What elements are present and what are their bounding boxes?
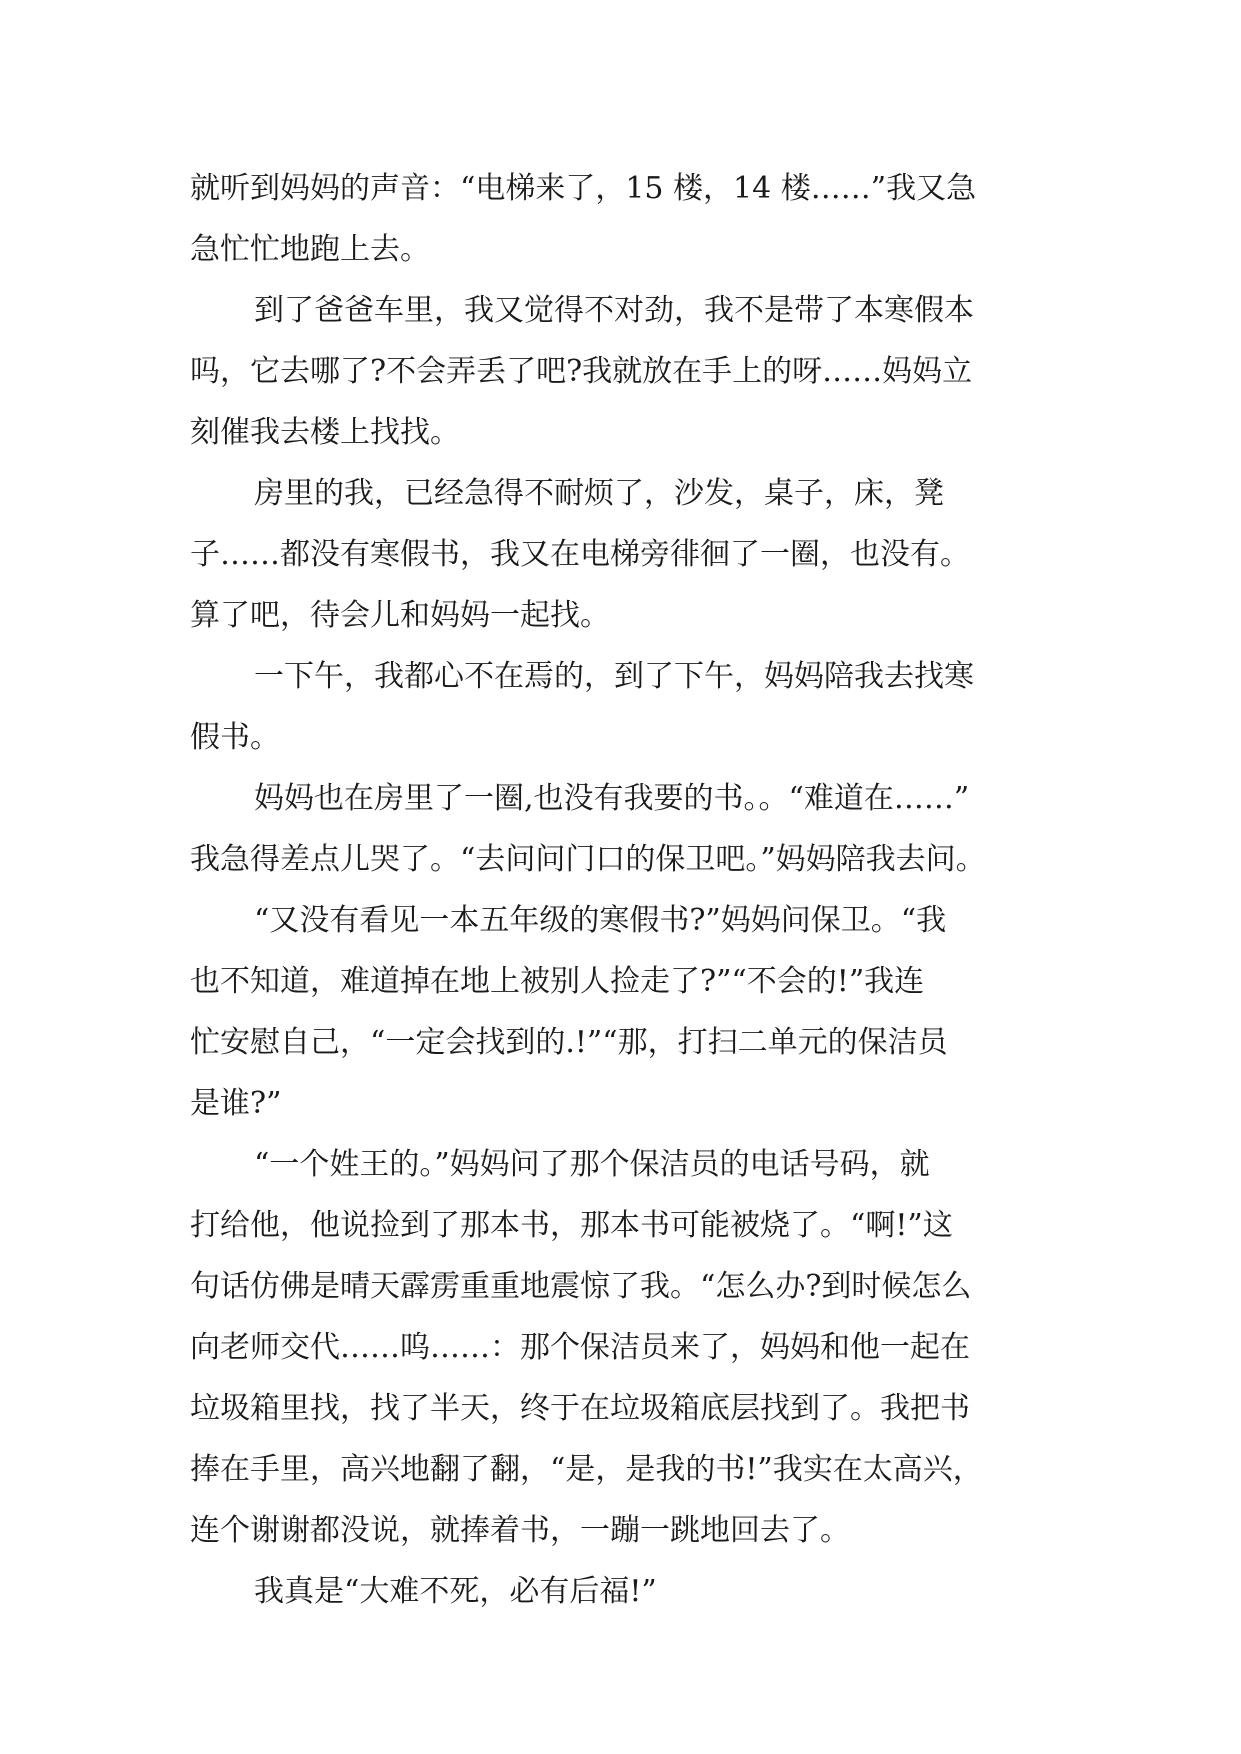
- text-line: 急忙忙地跑上去。: [190, 232, 430, 267]
- text-line: 句话仿佛是晴天霹雳重重地震惊了我。“怎么办?到时候怎么: [190, 1269, 972, 1304]
- text-line: 到了爸爸车里，我又觉得不对劲，我不是带了本寒假本: [254, 293, 974, 328]
- text-line: 我急得差点儿哭了。“去问问门口的保卫吧。”妈妈陪我去问。: [190, 842, 986, 877]
- text-line: 妈妈也在房里了一圈,也没有我要的书。。“难道在……”: [254, 781, 970, 816]
- text-line: 假书。: [190, 720, 280, 755]
- text-line: 就听到妈妈的声音：“电梯来了，15 楼，14 楼……”我又急: [190, 171, 977, 206]
- text-line: “一个姓王的。”妈妈问了那个保洁员的电话号码，就: [254, 1147, 930, 1182]
- text-line: 房里的我，已经急得不耐烦了，沙发，桌子，床，凳: [254, 476, 944, 511]
- text-line: 捧在手里，高兴地翻了翻，“是，是我的书!”我实在太高兴，: [190, 1452, 983, 1487]
- text-line: 子……都没有寒假书，我又在电梯旁徘徊了一圈，也没有。: [190, 537, 970, 572]
- text-line: 吗，它去哪了?不会弄丢了吧?我就放在手上的呀……妈妈立: [190, 354, 973, 389]
- essay-body: [190, 158, 1070, 1622]
- text-line: 向老师交代……呜……：那个保洁员来了，妈妈和他一起在: [190, 1330, 970, 1365]
- text-line: 也不知道，难道掉在地上被别人捡走了?”“不会的!”我连: [190, 964, 925, 999]
- text-line: 算了吧，待会儿和妈妈一起找。: [190, 598, 610, 633]
- text-line: 垃圾箱里找，找了半天，终于在垃圾箱底层找到了。我把书: [190, 1391, 970, 1426]
- text-line: 一下午，我都心不在焉的，到了下午，妈妈陪我去找寒: [254, 659, 974, 694]
- text-line: 连个谢谢都没说，就捧着书，一蹦一跳地回去了。: [190, 1513, 850, 1548]
- text-line: 刻催我去楼上找找。: [190, 415, 460, 450]
- text-line: 打给他，他说捡到了那本书，那本书可能被烧了。“啊!”这: [190, 1208, 953, 1243]
- text-line: 我真是“大难不死，必有后福!”: [254, 1574, 657, 1609]
- text-line: “又没有看见一本五年级的寒假书?”妈妈问保卫。“我: [254, 903, 947, 938]
- text-line: 是谁?”: [190, 1086, 282, 1121]
- text-line: 忙安慰自己，“一定会找到的.!”“那，打扫二单元的保洁员: [190, 1025, 948, 1060]
